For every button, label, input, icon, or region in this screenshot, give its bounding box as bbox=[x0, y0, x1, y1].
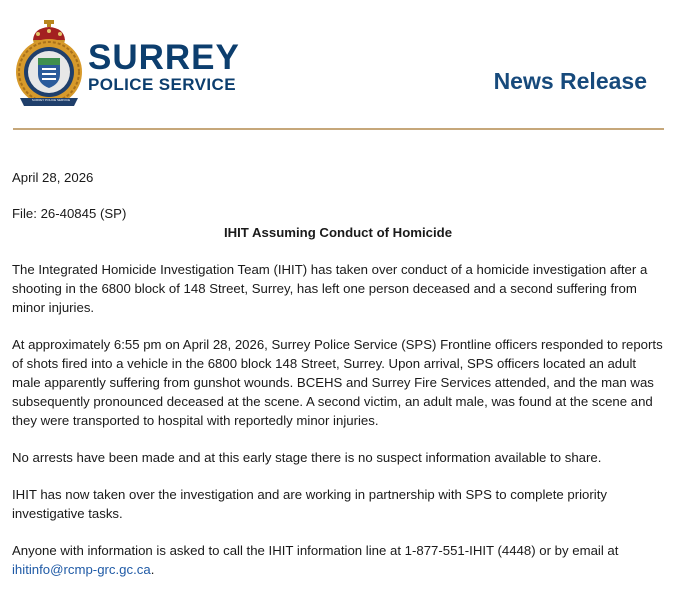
paragraph: IHIT has now taken over the investigation and are working in partnership with SPS to complete priority investigative tasks. bbox=[12, 487, 607, 521]
crest-caption: SURREY POLICE SERVICE bbox=[31, 98, 71, 102]
brand-subtitle: POLICE SERVICE bbox=[88, 75, 236, 94]
page-header bbox=[0, 0, 684, 130]
release-headline: IHIT Assuming Conduct of Homicide bbox=[223, 225, 453, 240]
contact-paragraph bbox=[12, 541, 664, 579]
paragraph: No arrests have been made and at this early stage there is no suspect information available to share. bbox=[12, 450, 602, 465]
paragraph: At approximately 6:55 pm on April 28, 2026, Surrey Police Service (SPS) Frontline officers responded to reports of shots fired into a vehicle in the 6800 block 148 Street, Surrey. Upon arrival, SPS officers located an adult male apparently suffering from gunshot wounds. BCEHS and Surrey Fire Services attended, and the man was subsequently pronounced deceased at the scene. A second victim, an adult male, was found at the scene and they were transported to hospital with reportedly minor injuries. bbox=[12, 337, 663, 428]
contact-end: . bbox=[150, 562, 155, 577]
file-number: File: 26-40845 (SP) bbox=[12, 206, 127, 221]
release-date: April 28, 2026 bbox=[12, 170, 94, 185]
police-crest-icon bbox=[14, 20, 84, 108]
page-title: News Release bbox=[493, 68, 647, 94]
brand-wordmark bbox=[88, 40, 240, 94]
header-divider bbox=[13, 128, 664, 130]
contact-text: Anyone with information is asked to call the IHIT information line at 1-877-551-IHIT (4448) or by email at bbox=[12, 543, 619, 558]
contact-email-link[interactable]: ihitinfo@rcmp-grc.gc.ca bbox=[12, 562, 151, 577]
brand-name: SURREY bbox=[88, 38, 240, 77]
release-body bbox=[12, 168, 664, 579]
paragraph: The Integrated Homicide Investigation Team (IHIT) has taken over conduct of a homicide investigation after a shooting in the 6800 block of 148 Street, Surrey, has left one person deceased and a second suffering from minor injuries. bbox=[12, 262, 648, 315]
